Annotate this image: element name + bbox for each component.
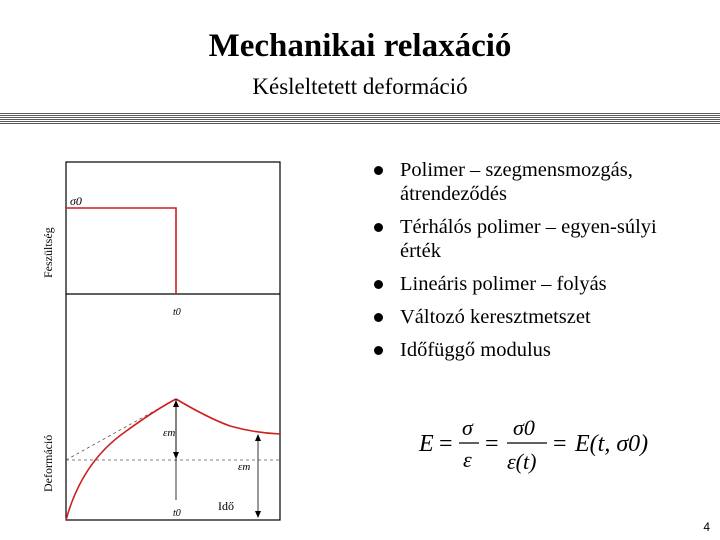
eps-m-lower-label: εm xyxy=(238,461,251,473)
bullet-dot-icon xyxy=(374,346,383,355)
relaxation-figure xyxy=(30,150,340,532)
bullet-item xyxy=(370,215,700,263)
stress-t0-label: t0 xyxy=(173,307,181,318)
formula-f2-denominator: ε(t) xyxy=(507,449,537,474)
modulus-formula xyxy=(415,405,695,485)
slide-title: Mechanikai relaxáció xyxy=(208,28,512,64)
bullet-text: Polimer – szegmensmozgás, átrendeződés xyxy=(400,159,633,205)
slide-subtitle: Késleltetett deformáció xyxy=(252,74,468,99)
bullet-text: Változó keresztmetszet xyxy=(400,306,591,328)
stress-step-curve xyxy=(66,208,176,294)
bullet-dot-icon xyxy=(374,313,383,322)
formula-eq-1: = xyxy=(439,431,453,457)
bullet-item xyxy=(370,338,700,362)
eps-m-lower-arrowhead-top xyxy=(255,434,261,441)
bullet-dot-icon xyxy=(374,280,383,289)
bullet-dot-icon xyxy=(374,166,383,175)
bullet-item xyxy=(370,158,700,206)
bullet-dot-icon xyxy=(374,223,383,232)
formula-rhs: E(t, σ0) xyxy=(575,431,649,457)
formula-f2-numerator: σ0 xyxy=(513,415,535,440)
bullet-text: Térhálós polimer – egyen-súlyi érték xyxy=(400,216,657,262)
formula-eq-2: = xyxy=(485,431,499,457)
bullet-text: Lineáris polimer – folyás xyxy=(400,273,607,295)
eps-m-upper-arrowhead-bottom xyxy=(173,452,179,459)
bullet-item xyxy=(370,305,700,329)
stress-axis-label: Feszültség xyxy=(41,227,55,278)
eps-m-upper-label: εm xyxy=(163,427,176,439)
formula-eq-3: = xyxy=(553,431,567,457)
strain-creep-curve xyxy=(66,399,176,520)
strain-recovery-curve xyxy=(176,399,280,434)
strain-t0-label: t0 xyxy=(173,508,181,519)
formula-f1-denominator: ε xyxy=(463,447,472,472)
strain-axis-label: Deformáció xyxy=(41,434,55,492)
bullet-list xyxy=(370,158,700,371)
page-number: 4 xyxy=(703,520,710,534)
formula-lhs: E xyxy=(419,431,434,457)
stress-sigma0-label: σ0 xyxy=(70,194,82,208)
formula-svg xyxy=(415,405,695,485)
bullet-item xyxy=(370,272,700,296)
bullet-text: Időfüggő modulus xyxy=(400,339,551,361)
header-divider xyxy=(0,113,720,125)
time-axis-label: Idő xyxy=(218,499,234,513)
eps-m-lower-arrowhead-bottom xyxy=(255,511,261,518)
relaxation-diagram xyxy=(30,150,340,532)
formula-f1-numerator: σ xyxy=(462,415,473,440)
